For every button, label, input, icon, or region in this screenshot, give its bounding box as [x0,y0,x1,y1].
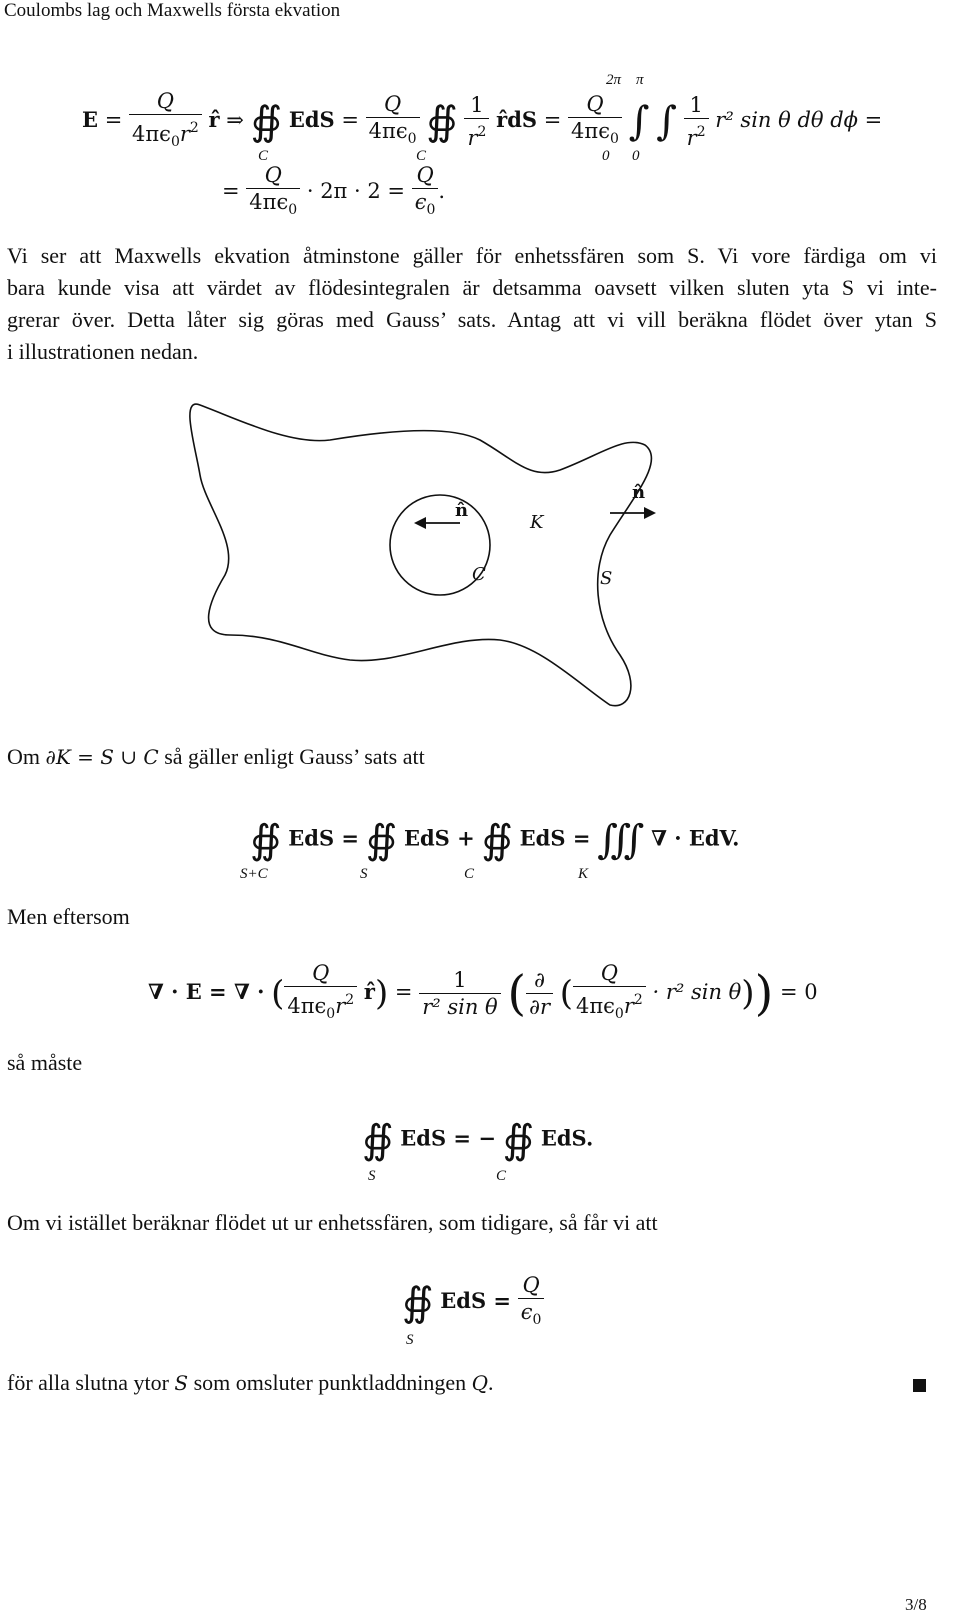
fraction [526,967,553,1020]
denominator: r² sin θ [419,993,500,1020]
middle-terms: · 2π · 2 = [306,179,406,203]
numerator: Q [600,961,618,985]
limit-label: C [416,148,427,164]
paren-open-icon: ( [507,965,527,1022]
paragraph-4: så måste [7,1050,83,1075]
subscript: 0 [170,134,180,150]
limit-label: C [258,148,269,164]
lower-limit: 0 [602,148,610,164]
upper-limit: 2π [606,72,622,88]
fraction [412,162,439,223]
term: EdS + [403,825,475,851]
equals-sign: = [543,108,562,132]
fraction [573,960,646,1027]
denominator-text: 4πϵ [249,190,289,214]
fraction [246,162,300,223]
equation-5 [402,1272,544,1333]
fraction [129,88,202,155]
surface-s-outline [190,404,652,706]
subscript: 0 [532,1312,542,1328]
page-number: 3/8 [905,1595,927,1614]
denominator [246,188,300,223]
text-run: så gäller enligt Gauss’ sats att [158,744,425,769]
term: EdS = [288,825,360,851]
numerator: 1 [470,93,484,117]
arrowhead-outer-icon [644,507,656,519]
surface-integral-icon: ∯ [502,1117,535,1163]
denominator [129,114,202,155]
denominator-text: 4πϵ [575,994,615,1018]
equation-3 [148,960,818,1027]
equals-sign: = [104,108,123,132]
surface-integral-icon: ∯ [426,98,458,145]
superscript: 2 [477,124,487,140]
denominator: $4\pi\epsilon_0r^2$ [573,986,646,1027]
surface-integral-icon: ∯ [362,1117,394,1163]
paren-open-icon: ( [559,973,573,1014]
subscript: 0 [426,202,436,218]
fraction [568,91,622,152]
arrowhead-inner-icon [414,517,426,529]
limit-label: C [464,866,475,882]
qed-square-icon [913,1379,926,1392]
limit-label: S [360,866,368,882]
limit-label: S+C [240,866,268,882]
denominator [464,118,489,151]
inline-math: S [174,1371,189,1395]
paragraph-5: Om vi istället beräknar flödet ut ur enhetssfären, som tidigare, så får vi att [7,1210,658,1235]
text-run: som omsluter punktladdningen [188,1370,472,1395]
tail-term: · r² sin θ [652,980,742,1004]
paragraph-line: Vi ser att Maxwells ekvation åtminstone gäller för enhetssfären som S. Vi vore färdiga om vi [7,243,937,268]
term: EdS = − [400,1125,496,1151]
subscript: 0 [609,131,619,147]
denominator [684,118,709,151]
result: = 0 [779,980,818,1004]
paragraph-3: Men eftersom [7,904,130,929]
fraction [284,960,357,1027]
implies-arrow: ⇒ [226,108,244,132]
integral-icon: ∫ [628,98,650,145]
limit-label: C [496,1168,507,1184]
paren-close-icon: ) [741,973,755,1014]
denominator [568,117,622,152]
unit-vector: r̂ [363,979,375,1004]
fraction [464,92,489,151]
denominator-text: 4πϵ [132,122,171,146]
superscript: 2 [696,124,706,140]
numerator: Q [416,163,434,187]
paragraph-1 [7,240,937,368]
illustration-figure [170,385,690,720]
denominator-text: 4πϵ [287,994,327,1018]
denominator [366,117,420,152]
denominator-text: ϵ [520,1300,533,1324]
subscript: 0 [326,1006,336,1022]
inline-math: Q [471,1371,489,1395]
label-k: K [530,512,544,533]
denominator [518,1298,545,1333]
term: EdS = [440,1288,512,1313]
surface-integral-icon: ∯ [250,98,283,145]
label-n-inner: n̂ [455,500,469,521]
paragraph-line: grerar över. Detta låter sig göras med Gauss’ sats. Antag att vi vill beräkna flödet över ytan S [7,307,937,332]
integrand: r̂dS [496,107,538,132]
numerator: Q [522,1273,540,1297]
numerator: Q [264,163,282,187]
equals-sign: = [394,980,413,1004]
lower-limit: 0 [632,148,640,164]
limit-label: S [406,1332,414,1348]
volume-integral-icon: ∭ [597,817,645,863]
integrand-tail: r² sin θ dθ dϕ = [715,108,883,132]
label-c: C [472,564,486,585]
paragraph-line: bara kunde visa att värdet av flödesintegralen är detsamma oavsett vilken sluten yta S vi inte- [7,275,937,300]
upper-limit: π [636,72,644,88]
numerator: 1 [689,93,703,117]
numerator: 1 [453,968,467,992]
surface-integral-icon: ∯ [250,817,282,863]
paragraph-line: i illustrationen nedan. [7,339,199,364]
inline-math: ∂K = S ∪ C [45,745,159,769]
limit-label: K [578,866,589,882]
text-run: . [488,1370,494,1395]
denominator-text: ϵ [414,190,427,214]
r-symbol: r [467,126,478,150]
equation-2 [250,817,740,863]
r-symbol: r [686,126,697,150]
surface-integral-icon: ∯ [481,817,513,863]
fraction [518,1272,545,1333]
denominator [412,188,439,223]
fraction [684,92,709,151]
numerator: Q [383,92,402,116]
integral-icon: ∫ [656,98,677,145]
r-symbol: r [179,122,190,146]
equals-sign: = [341,108,359,132]
numerator: Q [312,961,330,985]
lhs: ∇ · E = ∇ · [148,979,265,1004]
subscript: 0 [288,202,298,218]
surface-integral-icon: ∯ [402,1279,434,1326]
period: . [438,179,446,203]
denominator-text: 4πϵ [368,119,408,143]
term: ∇ · EdV. [651,825,740,851]
equation-1-line-1 [82,88,882,155]
term: EdS. [540,1125,594,1151]
paren-close-icon: ) [754,965,774,1022]
denominator-text: 4πϵ [571,119,610,143]
paren-open-icon: ( [271,973,285,1014]
equation-1-line-2 [222,162,445,223]
numerator: ∂ [534,968,545,992]
paragraph-6 [7,1372,494,1394]
numerator: Q [156,89,175,113]
fraction [419,967,500,1020]
paren-close-icon: ) [374,973,389,1014]
running-header: Coulombs lag och Maxwells första ekvation [4,0,341,21]
label-n-outer: n̂ [632,482,646,503]
numerator: Q [586,92,604,116]
denominator: ∂r [526,993,553,1020]
field-symbol: E [82,107,99,132]
text-run: för alla slutna ytor [7,1370,175,1395]
label-s: S [600,568,613,589]
equation-4 [362,1117,594,1163]
surface-integral-icon: ∯ [365,817,398,863]
unit-vector: r̂ [208,107,220,132]
text-run: Om [7,744,46,769]
fraction [366,91,420,152]
term: EdS = [519,825,591,851]
superscript: 2 [189,120,199,136]
subscript: 0 [614,1006,624,1022]
limit-label: S [368,1168,376,1184]
subscript: 0 [407,131,417,147]
denominator: $4\pi\epsilon_0r^2$ [284,986,357,1027]
equals-sign: = [222,179,240,203]
integrand: EdS [288,107,335,132]
paragraph-2 [7,746,425,768]
